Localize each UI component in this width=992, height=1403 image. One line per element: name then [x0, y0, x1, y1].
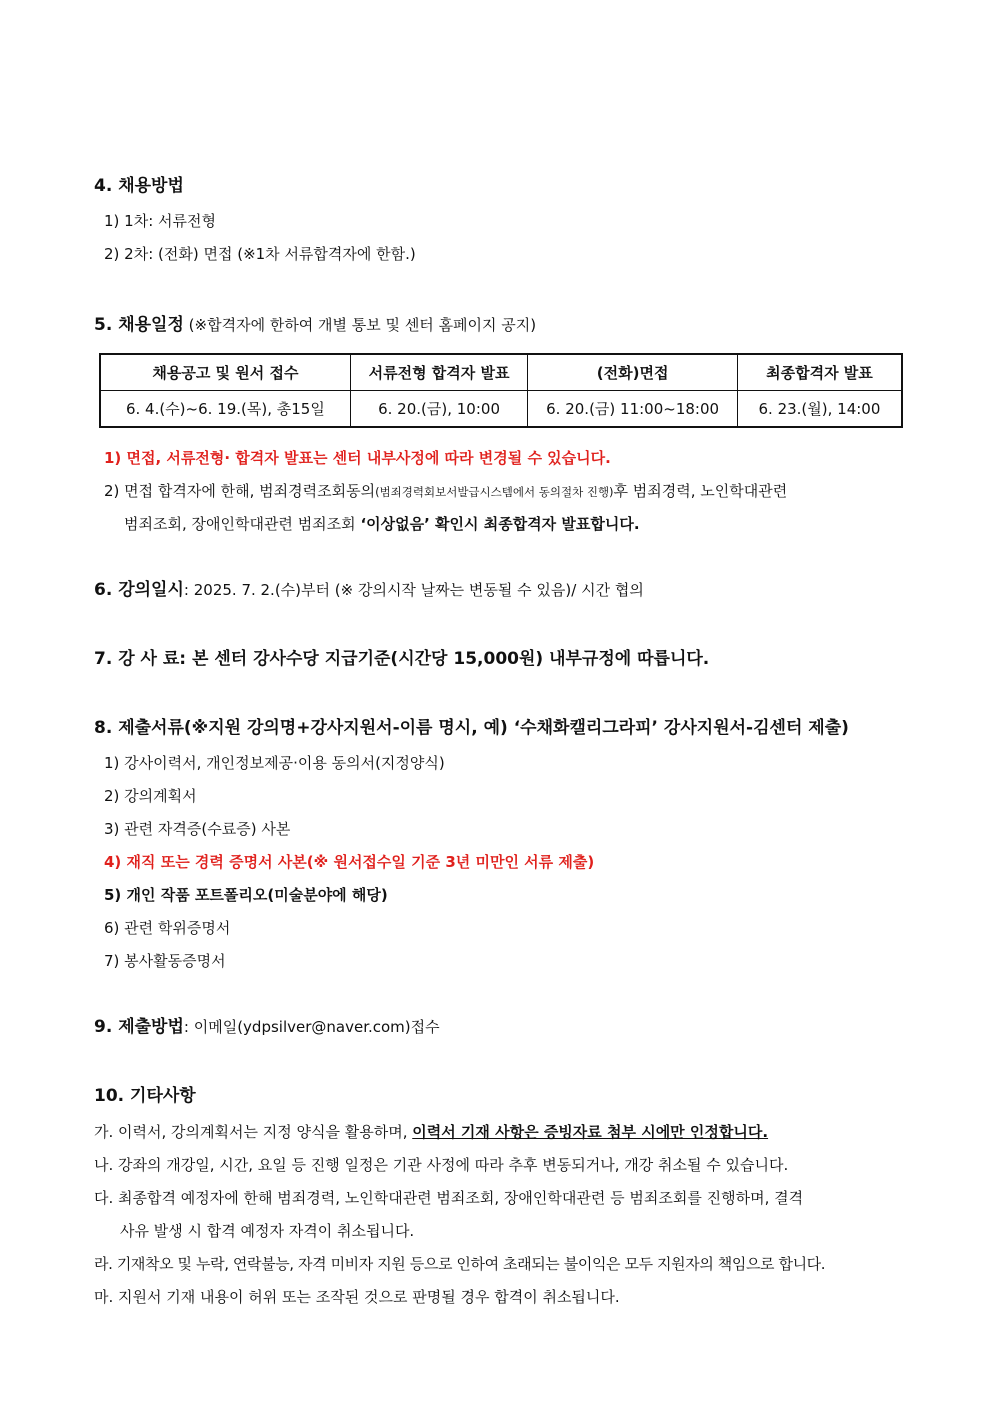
schedule-value-row	[100, 391, 902, 428]
section-6-text: : 2025. 7. 2.(수)부터 (※ 강의시작 날짜는 변동될 수 있음)/ 시간 협의	[183, 581, 644, 599]
section-8-item-5: 5) 개인 작품 포트폴리오(미술분야에 해당)	[104, 886, 388, 904]
section-10-ga-text: 가. 이력서, 강의계획서는 지정 양식을 활용하며,	[94, 1123, 413, 1141]
section-4-title: 4. 채용방법	[94, 176, 184, 196]
schedule-note-2-cont	[124, 513, 640, 535]
section-6-title: 6. 강의일시	[94, 580, 184, 600]
schedule-note-2-part-b: 후 범죄경력, 노인학대관련	[613, 482, 788, 500]
schedule-value-cell: 6. 23.(월), 14:00	[737, 391, 902, 428]
schedule-note-2-part-c: 범죄조회, 장애인학대관련 범죄조회	[124, 515, 361, 533]
section-10-item-da: 다. 최종합격 예정자에 한해 범죄경력, 노인학대관련 범죄조회, 장애인학대관련 등 범죄조회를 진행하며, 결격	[94, 1189, 804, 1207]
section-6-heading	[94, 579, 644, 601]
section-10-ga-emphasis: 이력서 기재 사항은 증빙자료 첨부 시에만 인정합니다.	[412, 1123, 769, 1141]
schedule-header-cell: 서류전형 합격자 발표	[350, 354, 528, 391]
schedule-value-cell: 6. 20.(금), 10:00	[350, 391, 528, 428]
schedule-header-cell: 채용공고 및 원서 접수	[100, 354, 350, 391]
section-10-item-da-cont: 사유 발생 시 합격 예정자 자격이 취소됩니다.	[120, 1222, 415, 1240]
section-10-item-na: 나. 강좌의 개강일, 시간, 요일 등 진행 일정은 기관 사정에 따라 추후 변동되거나, 개강 취소될 수 있습니다.	[94, 1156, 789, 1174]
section-5-note: (※합격자에 한하여 개별 통보 및 센터 홈페이지 공지)	[183, 316, 537, 334]
section-8-item-4: 4) 재직 또는 경력 증명서 사본(※ 원서접수일 기준 3년 미만인 서류 제출)	[104, 853, 595, 871]
section-8-item-2: 2) 강의계획서	[104, 787, 197, 805]
section-8-item-7: 7) 봉사활동증명서	[104, 952, 226, 970]
schedule-header-row	[100, 354, 902, 391]
schedule-header-cell: (전화)면접	[528, 354, 738, 391]
section-9-title: 9. 제출방법	[94, 1017, 184, 1037]
section-4-item-1: 1) 1차: 서류전형	[104, 212, 216, 230]
schedule-value-cell: 6. 20.(금) 11:00~18:00	[528, 391, 738, 428]
section-9-heading	[94, 1016, 440, 1038]
section-5-title: 5. 채용일정	[94, 315, 184, 335]
section-8-title: 8. 제출서류(※지원 강의명+강사지원서-이름 명시, 예) ‘수채화캘리그라피’ 강사지원서-김센터 제출)	[94, 718, 849, 738]
schedule-note-1: 1) 면접, 서류전형· 합격자 발표는 센터 내부사정에 따라 변경될 수 있습니다.	[104, 449, 611, 467]
schedule-header-cell: 최종합격자 발표	[737, 354, 902, 391]
section-8-item-6: 6) 관련 학위증명서	[104, 919, 231, 937]
section-10-item-ma: 마. 지원서 기재 내용이 허위 또는 조작된 것으로 판명될 경우 합격이 취소됩니다.	[94, 1288, 620, 1306]
section-8-item-3: 3) 관련 자격증(수료증) 사본	[104, 820, 291, 838]
section-5-heading	[94, 314, 536, 336]
section-10-item-ga	[94, 1121, 768, 1143]
schedule-note-2-bold: ‘이상없음’ 확인시 최종합격자 발표합니다.	[360, 515, 640, 533]
section-4-item-2: 2) 2차: (전화) 면접 (※1차 서류합격자에 한함.)	[104, 245, 416, 263]
section-10-title: 10. 기타사항	[94, 1086, 196, 1106]
schedule-note-2-part-a: 2) 면접 합격자에 한해, 범죄경력조회동의	[104, 482, 376, 500]
section-10-item-ra: 라. 기재착오 및 누락, 연락불능, 자격 미비자 지원 등으로 인하여 초래되는 불이익은 모두 지원자의 책임으로 합니다.	[94, 1255, 826, 1273]
schedule-table	[99, 353, 903, 428]
schedule-value-cell: 6. 4.(수)~6. 19.(목), 총15일	[100, 391, 350, 428]
section-8-item-1: 1) 강사이력서, 개인정보제공·이용 동의서(지정양식)	[104, 754, 445, 772]
schedule-note-2	[104, 480, 787, 503]
section-7-title: 7. 강 사 료: 본 센터 강사수당 지급기준(시간당 15,000원) 내부규정에 따릅니다.	[94, 649, 710, 669]
schedule-note-2-small: (범죄경력회보서발급시스템에서 동의절차 진행)	[375, 485, 614, 499]
section-9-text: : 이메일(ydpsilver@naver.com)접수	[183, 1018, 440, 1036]
